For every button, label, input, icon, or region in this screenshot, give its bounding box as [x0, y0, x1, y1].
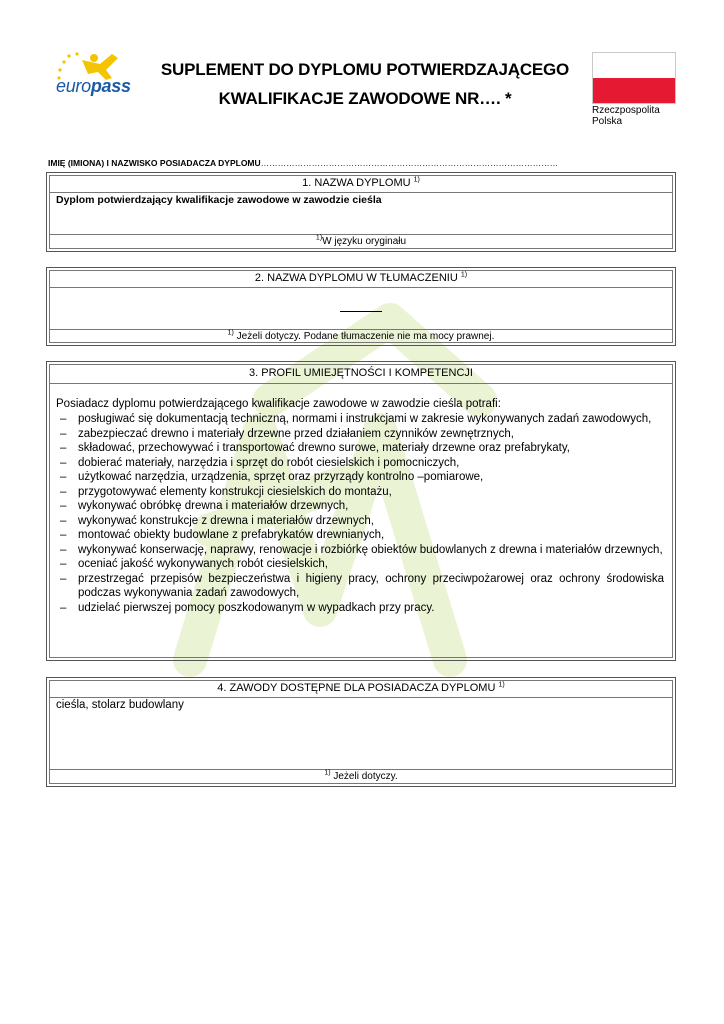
- section3-heading: 3. PROFIL UMIEJĘTNOŚCI I KOMPETENCJI: [249, 367, 473, 379]
- section-available-occupations: [46, 677, 676, 787]
- document-title-line2: KWALIFIKACJE ZAWODOWE NR…. *: [218, 89, 512, 108]
- occupations-value: cieśla, stolarz budowlany: [56, 699, 184, 711]
- section2-heading: 2. NAZWA DYPLOMU W TŁUMACZENIU $^{1)}$: [254, 271, 468, 284]
- section-diploma-translation: [46, 267, 676, 346]
- diploma-name-value: Dyplom potwierdzający kwalifikacje zawodowe w zawodzie cieśla: [56, 194, 382, 206]
- list-item: – dobierać materiały, narzędzia i sprzęt do robót ciesielskich i pomocniczych,: [56, 456, 664, 471]
- section1-footnote: $^{1)}$W języku oryginału: [315, 234, 407, 247]
- list-item: – wykonywać obróbkę drewna i materiałów drzewnych,: [56, 499, 664, 514]
- document-title-line1: SUPLEMENT DO DYPLOMU POTWIERDZAJĄCEGO: [160, 60, 570, 79]
- list-item: – użytkować narzędzia, urządzenia, sprzęt oraz przyrządy kontrolno –pomiarowe,: [56, 470, 664, 485]
- country-name: Rzeczpospolita Polska: [592, 105, 660, 127]
- list-item: – montować obiekty budowlane z prefabrykatów drewnianych,: [56, 528, 664, 543]
- europass-wordmark: europass: [56, 76, 131, 96]
- list-item: – wykonywać konserwację, naprawy, renowacje i rozbiórkę obiektów budowlanych z drewna i materiałów drzewnych,: [56, 543, 664, 558]
- skills-intro: Posiadacz dyplomu potwierdzającego kwalifikacje zawodowe w zawodzie cieśla potrafi:: [56, 398, 501, 410]
- list-item: – wykonywać konstrukcje z drewna i materiałów drzewnych,: [56, 514, 664, 529]
- list-item: – przygotowywać elementy konstrukcji ciesielskich do montażu,: [56, 485, 664, 500]
- list-item: – posługiwać się dokumentacją techniczną, normami i instrukcjami w zakresie wykonywanych zadań zawodowych,: [56, 412, 664, 427]
- section4-footnote: $^{1)}$ Jeżeli dotyczy.: [324, 769, 398, 782]
- section2-footnote: $^{1)}$ Jeżeli dotyczy. Podane tłumaczenie nie ma mocy prawnej.: [227, 329, 495, 342]
- list-item: – zabezpieczać drewno i materiały drzewne przed działaniem czynników zewnętrznych,: [56, 427, 664, 442]
- list-item: – przestrzegać przepisów bezpieczeństwa i higieny pracy, ochrony przeciwpożarowej oraz ochrony środowiska podczas wykonywania zadań zawodowych,: [56, 572, 664, 601]
- translation-blank-line: [340, 311, 382, 312]
- skills-list: [56, 412, 664, 615]
- list-item: – udzielać pierwszej pomocy poszkodowanym w wypadkach przy pracy.: [56, 601, 664, 616]
- section4-heading: 4. ZAWODY DOSTĘPNE DLA POSIADACZA DYPLOMU $^{1)}$: [217, 681, 505, 694]
- list-item: – oceniać jakość wykonywanych robót ciesielskich,: [56, 557, 664, 572]
- section-diploma-name: [46, 172, 676, 252]
- polish-flag: [592, 52, 676, 104]
- section1-heading: 1. NAZWA DYPLOMU $^{1)}$: [302, 176, 420, 189]
- list-item: – składować, przechowywać i transportować drewno surowe, materiały drzewne oraz prefabrykaty,: [56, 441, 664, 456]
- section-skills-profile: [46, 361, 676, 661]
- holder-name-field: IMIĘ (IMIONA) I NAZWISKO POSIADACZA DYPLOMU……………………………………………………………………………………………: [48, 158, 559, 168]
